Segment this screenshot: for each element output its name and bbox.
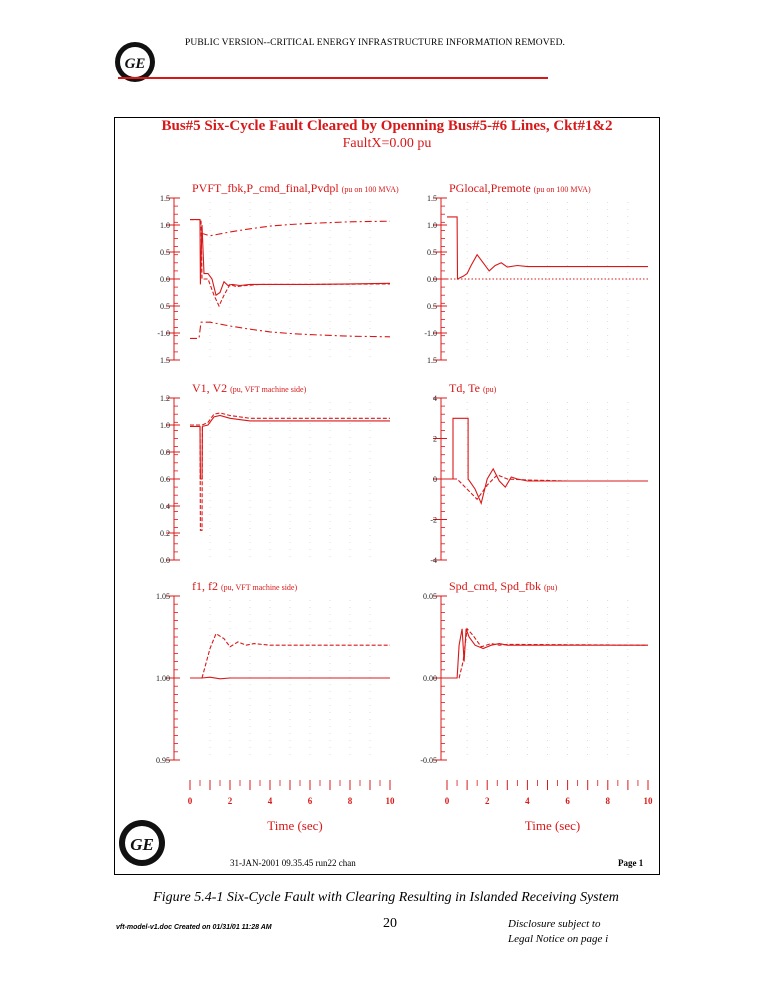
middle-left-y-tick-label: 0.2 bbox=[160, 529, 170, 538]
bottom-right-x-tick-label: 0 bbox=[444, 796, 450, 806]
top-right-y-tick-label: 0.5 bbox=[427, 302, 437, 311]
plot-title: Bus#5 Six-Cycle Fault Cleared by Openning Bus#5-#6 Lines, Ckt#1&2 bbox=[161, 118, 613, 134]
footer-legal-line1: Disclosure subject to bbox=[508, 918, 601, 930]
middle-left-y-tick-label: 1.2 bbox=[160, 394, 170, 403]
bottom-left-x-tick-label: 4 bbox=[267, 796, 273, 806]
top-left-y-tick-label: 1.5 bbox=[160, 356, 170, 365]
middle-right-y-tick-label: 0 bbox=[433, 475, 437, 484]
footer-page-number: 20 bbox=[383, 916, 397, 931]
ge-logo-bottom bbox=[117, 818, 167, 868]
figure-caption: Figure 5.4-1 Six-Cycle Fault with Clearing Resulting in Islanded Receiving System bbox=[153, 890, 619, 905]
bottom-right-x-label: Time (sec) bbox=[524, 818, 581, 833]
bottom-left-x-label: Time (sec) bbox=[267, 818, 323, 833]
bottom-right-x-tick-label: 2 bbox=[484, 796, 490, 806]
middle-left-title: V1, V2 (pu, VFT machine side) bbox=[192, 381, 307, 395]
bottom-left-x-tick-label: 8 bbox=[347, 796, 353, 806]
plot-timestamp: 31-JAN-2001 09.35.45 run22 chan bbox=[230, 858, 356, 868]
middle-left-y-tick-label: 0.8 bbox=[160, 448, 170, 457]
top-right-y-tick-label: -1.0 bbox=[424, 329, 437, 338]
middle-left-y-tick-label: 0.4 bbox=[160, 502, 170, 511]
bottom-right-x-tick-label: 8 bbox=[605, 796, 611, 806]
bottom-right-title-units: (pu) bbox=[544, 583, 558, 592]
bottom-left-x-tick-label: 10 bbox=[385, 796, 395, 806]
top-left-y-tick-label: 1.0 bbox=[160, 221, 170, 230]
bottom-left-y-tick-label: 1.05 bbox=[156, 592, 170, 601]
middle-left-y-tick-label: 0.6 bbox=[160, 475, 170, 484]
top-left-title-units: (pu on 100 MVA) bbox=[341, 185, 399, 194]
top-right-title: PGlocal,Premote (pu on 100 MVA) bbox=[449, 181, 591, 195]
top-left-y-tick-label: 0.0 bbox=[160, 275, 170, 284]
middle-right-y-tick-label: 2 bbox=[433, 434, 437, 444]
top-right-title-units: (pu on 100 MVA) bbox=[533, 185, 591, 194]
top-left-title: PVFT_fbk,P_cmd_final,Pvdpl (pu on 100 MVA) bbox=[192, 181, 399, 195]
top-left-y-tick-label: 0.5 bbox=[160, 248, 170, 257]
top-left-series-pvdpl_upper bbox=[201, 221, 390, 236]
footer-legal-notice bbox=[508, 917, 608, 947]
middle-left-y-tick-label: 0.0 bbox=[160, 556, 170, 565]
bottom-left-x-tick-label: 0 bbox=[187, 796, 193, 806]
bottom-right-x-tick-label: 4 bbox=[525, 796, 530, 806]
top-right-y-tick-label: 0.0 bbox=[427, 275, 437, 284]
bottom-right-title: Spd_cmd, Spd_fbk (pu) bbox=[449, 579, 558, 593]
header-notice: PUBLIC VERSION--CRITICAL ENERGY INFRASTRUCTURE INFORMATION REMOVED. bbox=[185, 38, 566, 48]
bottom-left-y-tick-label: 1.00 bbox=[156, 674, 170, 683]
middle-right-y-tick-label: -4 bbox=[430, 556, 437, 565]
bottom-left-title-units: (pu, VFT machine side) bbox=[221, 583, 298, 592]
middle-right-series-td bbox=[447, 418, 648, 503]
middle-left-y-tick-label: 1.0 bbox=[160, 421, 170, 430]
ge-logo-top-text: GE bbox=[124, 56, 146, 72]
top-right-y-tick-label: 1.5 bbox=[427, 194, 437, 203]
middle-right-series-te bbox=[447, 475, 648, 499]
bottom-right-y-tick-label: 0.05 bbox=[423, 592, 437, 601]
top-right-series-pglocal bbox=[447, 217, 648, 279]
bottom-right-y-tick-label: 0.00 bbox=[423, 674, 437, 683]
middle-right-y-tick-label: -2 bbox=[430, 515, 437, 525]
middle-left-series-v1 bbox=[190, 416, 390, 480]
footer-file-info: vft-model-v1.doc Created on 01/31/01 11:28 AM bbox=[116, 924, 272, 931]
bottom-left-x-tick-label: 2 bbox=[227, 796, 233, 806]
top-left-y-tick-label: 1.5 bbox=[160, 194, 170, 203]
top-right-y-tick-label: 0.5 bbox=[427, 248, 437, 257]
top-left-y-tick-label: 0.5 bbox=[160, 302, 170, 311]
bottom-left-series-f2 bbox=[190, 634, 390, 678]
top-right-y-tick-label: 1.0 bbox=[427, 221, 437, 230]
bottom-right-x-tick-label: 10 bbox=[643, 796, 653, 806]
bottom-left-y-tick-label: 0.95 bbox=[156, 756, 170, 765]
middle-right-y-tick-label: 4 bbox=[433, 394, 437, 403]
middle-right-title: Td, Te (pu) bbox=[449, 381, 497, 395]
plot-subtitle: FaultX=0.00 pu bbox=[342, 136, 432, 151]
bottom-right-x-tick-label: 6 bbox=[565, 796, 570, 806]
top-right-y-tick-label: 1.5 bbox=[427, 356, 437, 365]
middle-right-title-units: (pu) bbox=[482, 385, 497, 394]
top-left-y-tick-label: -1.0 bbox=[157, 329, 170, 338]
bottom-left-x-tick-label: 6 bbox=[307, 796, 313, 806]
middle-left-title-units: (pu, VFT machine side) bbox=[230, 385, 307, 394]
ge-logo-bottom-text: GE bbox=[130, 835, 154, 854]
footer-legal-line2: Legal Notice on page i bbox=[508, 933, 609, 945]
bottom-right-y-tick-label: -0.05 bbox=[420, 756, 437, 765]
bottom-left-title: f1, f2 (pu, VFT machine side) bbox=[192, 579, 298, 593]
plot-page-label: Page 1 bbox=[618, 858, 644, 868]
